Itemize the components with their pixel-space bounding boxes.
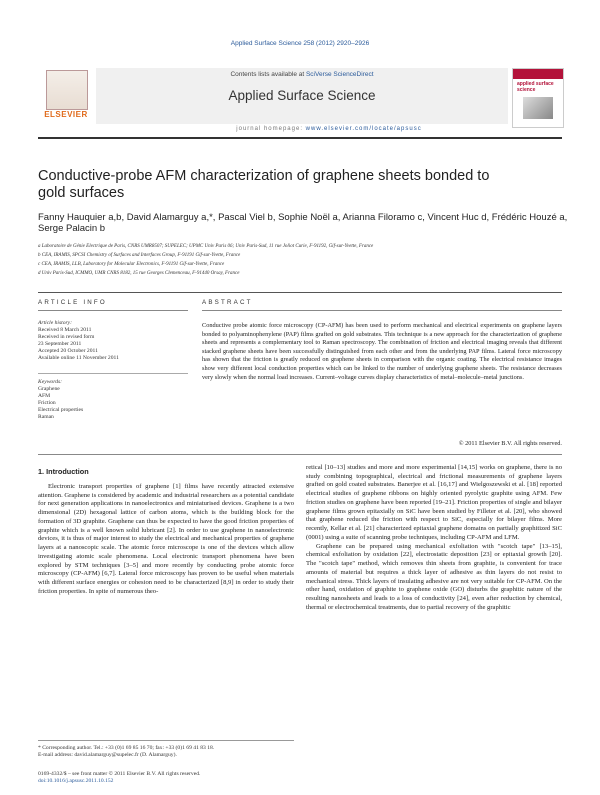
cover-image <box>523 97 553 119</box>
history-item: Accepted 20 October 2011 <box>38 348 98 354</box>
affiliation: d Univ Paris-Sud, ICMMO, UMR CNRS 8182, 15 rue Georges Clemenceau, F-91440 Orsay, France <box>38 271 240 276</box>
divider <box>38 292 562 293</box>
article-history <box>38 320 188 362</box>
left-column <box>38 483 294 597</box>
tree-logo-icon <box>46 70 88 110</box>
abstract-heading: ABSTRACT <box>202 299 253 306</box>
article-title: Conductive-probe AFM characterization of graphene sheets bonded to gold surfaces <box>38 168 490 201</box>
keyword: Electrical properties <box>38 407 84 413</box>
email-address: E-mail address: david.alamarguy@supelec.fr (D. Alamarguy). <box>38 752 177 758</box>
history-item: Received in revised form <box>38 334 95 340</box>
contents-line <box>96 71 508 78</box>
keyword: AFM <box>38 393 51 399</box>
keywords-label: Keywords: <box>38 379 63 385</box>
contents-prefix: Contents lists available at <box>230 71 306 78</box>
journal-cover <box>512 68 564 128</box>
history-item: Available online 11 November 2011 <box>38 355 119 361</box>
article-info-heading: ARTICLE INFO <box>38 299 107 306</box>
author-list: Fanny Hauquier a,b, David Alamarguy a,*, Pascal Viel b, Sophie Noël a, Arianna Filoramo c, Vincent Huc d, Frédéric Houzé a, Serge Palacin b <box>38 212 568 234</box>
elsevier-logo <box>40 70 92 124</box>
paragraph: Graphene can be prepared using mechanical exfoliation with "scotch tape" [13–15], chemical exfoliation by oxidation [22], electrostatic deposition [23] or epitaxial growth [20]. The "scotch tape" method, which removes thin sheets from graphite, is convenient for trace amounts of material but requires a thick layer of adhesive as thin layers do not resist to mechanical stress. Thick layers of insulating adhesive are not very suitable for CP-AFM. On the other hand, oxidation of graphite to graphene oxide (GO) disturbs the graphitic nature of the resulting nanosheets and leads to a loss of conductivity [24], even after reduction by chemical, thermal or electrochemical treatments, due to partial recovery of the graphitic <box>306 542 562 611</box>
keyword: Friction <box>38 400 56 406</box>
affiliation: b CEA, IRAMIS, SPCSI Chemistry of Surfaces and Interfaces Group, F-91191 Gif-sur-Yvette, France <box>38 253 241 258</box>
history-item: 23 September 2011 <box>38 341 82 347</box>
affiliation: a Laboratoire de Génie Electrique de Paris, CNRS UMR8507; SUPELEC; UPMC Univ Paris 06; Univ Paris-Sud, 11 rue Joliot Curie, F-91192, Gif-sur-Yvette, France <box>38 244 374 249</box>
section-heading: 1. Introduction <box>38 467 89 476</box>
abstract-text: Conductive probe atomic force microscopy (CP-AFM) has been used to perform mechanical and electrical experiments on graphene layers bonded to polyaminophenylene (PAP) films grafted on gold substrates. This technique is a new approach for the characterization of graphene sheets and represents a complementary tool to Raman spectroscopy. The combination of friction and electrical imaging reveals that different stacked graphene sheets have been successfully distinguished from each other and from the underlying PAP films. Lateral force microscopy has shown that the friction is greatly reduced on graphene sheets in comparison with the organic coating. The electrical resistance images show very different local conduction properties which can be linked to the number of underlying graphene sheets. The resistance decreases very slowly when the normal load increases. Current–voltage curves display characteristics of metal–molecule–metal junctions. <box>202 322 562 381</box>
publisher-logo-text: ELSEVIER <box>44 110 88 119</box>
issn: 0169-4332/$ – see front matter © 2011 Elsevier B.V. All rights reserved. <box>38 771 201 777</box>
journal-name: Applied Surface Science <box>228 88 376 103</box>
corresponding-author: * Corresponding author. Tel.: +33 (0)1 69 85 16 70; fax: +33 (0)1 69 41 83 18. <box>38 745 215 751</box>
homepage-link[interactable]: www.elsevier.com/locate/apsusc <box>305 126 422 132</box>
front-matter <box>38 771 338 785</box>
copyright: © 2011 Elsevier B.V. All rights reserved. <box>458 440 562 447</box>
affiliation: c CEA, IRAMIS, LLB, Laboratory for Molecular Electronics, F-91191 Gif-sur-Yvette, France <box>38 262 225 267</box>
header-rule <box>38 137 562 139</box>
homepage-prefix: journal homepage: <box>236 126 306 132</box>
keyword: Raman <box>38 414 54 420</box>
history-item: Received 8 March 2011 <box>38 327 92 333</box>
keyword: Graphene <box>38 386 60 392</box>
right-column <box>306 464 562 612</box>
sciencedirect-link[interactable]: SciVerse ScienceDirect <box>305 71 374 78</box>
keywords <box>38 379 188 421</box>
affiliations <box>38 242 568 278</box>
cover-title: applied surface science <box>517 81 554 93</box>
journal-homepage <box>96 126 562 132</box>
paragraph: retical [10–13] studies and more and more experimental [14,15] works on graphene, there is no study combining topographical, electrical and frictional measurements of graphene layers grafted on gold coated substrates. Banerjee et al. [16,17] and Wielgoszewski et al. [18] reported electrical studies of graphene ribbons on highly oriented pyrolytic graphite using AFM. Few friction studies on graphene have been reported [19–21]. Friction properties of single and bilayer graphene films grown epitaxially on SiC have been studied by Filleter et al. [20], who showed that graphene reduced the friction with respect to SiC, especially for bilayer films. More recently, Kellar et al. [21] characterized epitaxial graphene domains on partially graphitized SiC (0001) using a suite of scanning probe techniques, including CP-AFM and LFM. <box>306 464 562 541</box>
journal-citation: Applied Surface Science 258 (2012) 2920–2926 <box>230 40 370 47</box>
doi-link[interactable]: doi:10.1016/j.apsusc.2011.10.152 <box>38 778 114 784</box>
history-label: Article history: <box>38 320 73 326</box>
footnotes <box>38 745 298 759</box>
paragraph: Electronic transport properties of graphene [1] films have recently attracted extensive attention. Graphene is considered by academic and industrial researchers as a potential candidate for next generation applications in nanoelectronics and miniaturised devices. Graphene is a two dimensional (2D) hexagonal lattice of carbon atoms, which is the building block for the formation of 3D graphite. Graphene can thus be expected to have the good friction properties of graphite which is a well known solid lubricant [2]. In order to use graphene in nanoelectronic devices, it is thus of major interest to study the electrical and mechanical properties of graphene layers at a nanoscopic scale. The atomic force microscope is one of the devices which allow investigating atomic scale phenomena. Local electronic transport phenomena have been explored by STM techniques [3–5] and more recently by conducting probe atomic force microscopy (CP-AFM) [6,7]. Lateral force microscopy has proven to be useful when materials with different surface energies or cohesion need to be characterized [8,9] in order to study their friction properties. In spite of numerous theo- <box>38 483 294 595</box>
